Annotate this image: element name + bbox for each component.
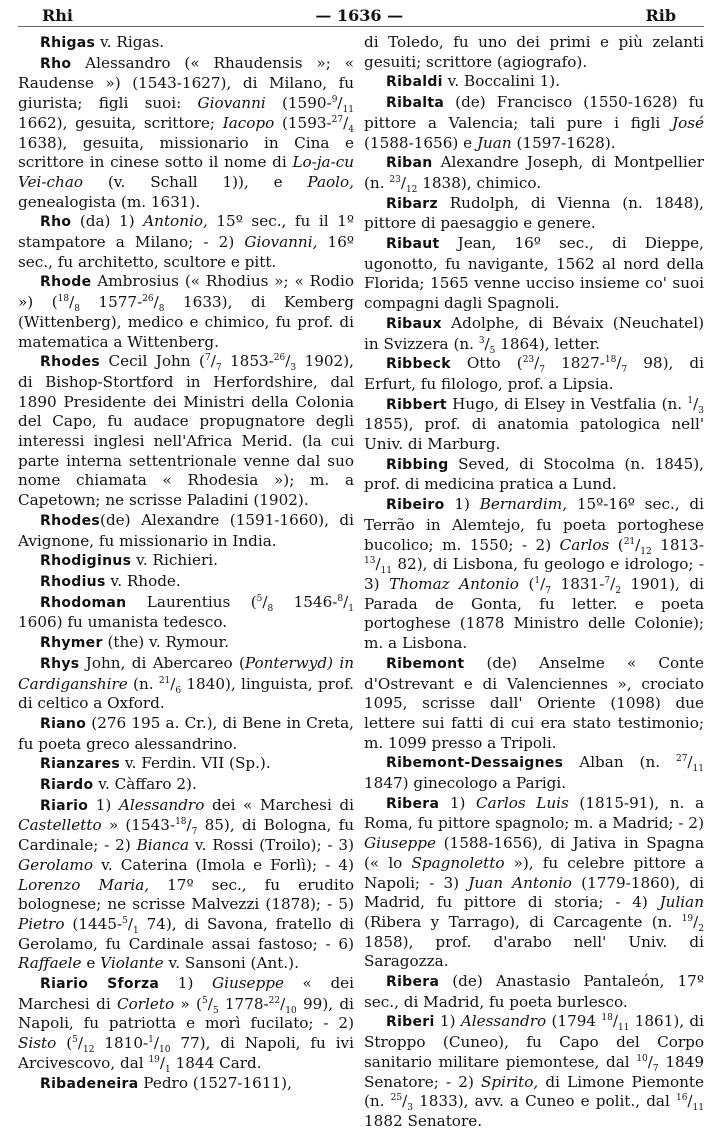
entry-italic-text: Spagnoletto [411, 853, 505, 872]
entry-text: Jean, 16º sec., di Dieppe, ugonotto, fu navigante, 1562 al nord della Florida; 1565 venne ucciso insieme co' suoi compagni dagli Spagnoli. [364, 234, 704, 313]
entry-headword: Riban [386, 155, 433, 172]
dictionary-entry [18, 272, 354, 352]
entry-text: / [647, 1052, 653, 1071]
date-subscript: 11 [692, 764, 704, 775]
date-subscript: 10 [158, 1045, 171, 1056]
dictionary-entry [18, 593, 354, 633]
entry-text: (1779-1860), di Madrid, fu pittore di storia; - 4) [364, 873, 705, 912]
entry-text: / [375, 555, 381, 574]
entry-text: 1638), gesuita, missionario in Cina e scrittore in cinese sotto il nome di [18, 133, 354, 172]
entry-text: 1838), chimico. [417, 173, 542, 192]
entry-text: Laurentius ( [126, 592, 257, 611]
entry-text: 1833), avv. a Cuneo e polit., dal [412, 1092, 676, 1111]
date-superscript: 19 [681, 913, 694, 924]
date-subscript: 1 [165, 1064, 171, 1075]
entry-text: di Limone Piemonte (n. [364, 1072, 704, 1111]
entry-text: (de) Alexandre (1591-1660), di Avignone, fu missionario in India. [18, 510, 354, 550]
entry-text: / [616, 354, 622, 373]
date-superscript: 7 [204, 353, 211, 364]
entry-text: / [127, 914, 134, 933]
entry-text: (v. Schall 1)), e [83, 172, 308, 191]
entry-text: 82), di Lisbona, fu geologo e idrologo; - 3) [364, 555, 704, 593]
dictionary-entry [18, 551, 354, 572]
date-superscript: 10 [636, 1053, 648, 1064]
entry-headword: Ribbeck [386, 356, 451, 373]
entry-text: 1844 Card. [170, 1053, 262, 1072]
date-subscript: 12 [405, 184, 418, 195]
entry-text: Rudolph, di Vienna (n. 1848), pittore di paesaggio e genere. [364, 193, 704, 233]
date-superscript: 23 [389, 174, 401, 185]
dictionary-entry [18, 572, 354, 593]
entry-headword: Ribera [386, 974, 440, 991]
dictionary-entry [364, 153, 704, 193]
entry-text: / [153, 1034, 159, 1053]
entry-text: Alessandro (« Rhaudensis »; « Raudense ») (1543-1627), di Milano, fu giurista; figli suoi: [18, 53, 354, 113]
dictionary-entry [364, 395, 704, 455]
entry-italic-text: Castelletto [18, 816, 102, 835]
entry-text: v. Rhode. [105, 571, 181, 590]
entry-italic-text: Corleto [117, 994, 175, 1013]
entry-text: / [186, 816, 192, 835]
entry-text: 1) [88, 795, 119, 814]
entry-text: Seved, di Stocolma (n. 1845), prof. di medicina pratica a Lund. [364, 454, 704, 494]
date-subscript: 8 [74, 304, 80, 315]
entry-text: (1815-91), n. a Roma, fu pittore spagnolo; m. a Madrid; - 2) [364, 793, 705, 833]
entry-text: 15º-16º sec., di Terrão in Alemtejo, fu poeta portoghese bucolico; m. 1550; - 2) [364, 495, 704, 554]
entry-italic-text: Giovanni, [244, 233, 318, 252]
date-superscript: 13 [364, 556, 376, 567]
entry-text: v. Sansoni (Ant.). [163, 954, 299, 973]
entry-text: John, di Abercareo ( [79, 653, 245, 672]
entry-italic-text: Giuseppe [364, 834, 436, 853]
date-superscript: 23 [522, 355, 535, 366]
entry-text: / [693, 394, 699, 413]
entry-text: di Toledo, fu uno dei primi e più zelanti gesuiti; scrittore (agiografo). [364, 33, 704, 71]
entry-text: / [280, 994, 286, 1013]
dictionary-entry [364, 972, 704, 1012]
entry-text: v. Richieri. [131, 551, 218, 570]
entry-italic-text: Bianca [136, 836, 190, 855]
entry-headword: Rhodes [40, 512, 101, 529]
entry-text: 1813- [651, 535, 704, 554]
date-subscript: 11 [692, 1103, 704, 1114]
entry-text: v. Caterina (Imola e Forlì); - 4) [92, 855, 354, 874]
dictionary-entry [364, 654, 704, 754]
entry-italic-text: Raffaele [18, 954, 82, 973]
entry-text: (da) 1) [71, 212, 144, 231]
entry-italic-text: Carlos Luis [476, 793, 569, 812]
dictionary-entry [18, 33, 354, 54]
date-superscript: 5 [201, 995, 208, 1006]
dictionary-entry [364, 794, 704, 972]
entry-text: genealogista (m. 1631). [18, 192, 201, 211]
date-superscript: 21 [623, 536, 636, 547]
date-subscript: 12 [83, 1045, 95, 1056]
entry-text: 1853- [221, 352, 274, 371]
entry-text: / [337, 94, 343, 113]
date-superscript: 1 [687, 395, 694, 406]
entry-italic-text: Violante [100, 954, 164, 973]
entry-text: 1840), linguista, prof. di celtico a Oxford. [18, 674, 354, 713]
date-subscript: 8 [158, 304, 165, 315]
entry-headword: Ribarz [386, 195, 438, 212]
entry-headword: Rhys [40, 655, 80, 672]
date-superscript: 18 [57, 294, 70, 305]
entry-text: (de) Anselme « Conte d'Ostrevant e di Valenciennes », crociato 1095, scrisse dall' Oriente (1098) due lettere sui fatti di cui era stato testimonio; m. 1099 presso a Tripoli. [364, 653, 704, 752]
entry-headword: Ribemont-Dessaignes [386, 755, 564, 772]
date-subscript: 12 [640, 546, 652, 557]
entry-text: 1) [439, 793, 476, 812]
date-subscript: 5 [212, 1005, 219, 1016]
entry-italic-text: Giuseppe [211, 974, 284, 993]
date-subscript: 7 [652, 1063, 659, 1074]
entry-text: / [534, 354, 540, 373]
entry-italic-text: Lorenzo Maria, [18, 875, 150, 894]
entry-text: Alexandre Joseph, di Montpellier (n. [364, 153, 704, 192]
date-subscript: 4 [348, 124, 354, 135]
entry-text: (1445- [64, 914, 123, 933]
entry-text: 1902), di Bishop-Stortford in Herfordshire, dal 1890 Presidente dei Ministri della Colonia del Capo, fu audace propugnatore degli interessi inglesi nell'Africa Merid. (la cui parte interna settentrionale venne dal suo nome chiamata « Rhodesia »); m. a Capetown; ne scrisse Paladini (1902). [18, 352, 354, 510]
entry-headword: Ribaux [386, 315, 442, 332]
dictionary-entry [18, 212, 354, 272]
entry-text: (1588-1656), di Jativa in Spagna (« lo [364, 834, 704, 872]
date-subscript: 10 [285, 1005, 297, 1016]
entry-text: 99), di Napoli, fu patriotta e morì fucilato; - 2) [18, 994, 354, 1033]
entry-headword: Riario Sforza [40, 976, 160, 993]
entry-text: / [484, 334, 490, 353]
entry-text: 1831- [551, 574, 605, 593]
dictionary-entry [18, 1074, 354, 1095]
entry-text: (1597-1628). [511, 133, 616, 152]
entry-text: 1882 Senatore. [364, 1111, 483, 1130]
entry-text: 15º sec., fu il 1º stampatore a Milano; - 2) [18, 212, 354, 252]
entry-italic-text: Carlos [559, 535, 610, 554]
date-subscript: 7 [191, 827, 198, 838]
entry-text: / [635, 535, 641, 554]
date-subscript: 1 [133, 925, 139, 936]
date-superscript: 8 [337, 593, 344, 604]
entry-text: e [81, 954, 101, 973]
entry-text: (1794 [546, 1012, 602, 1031]
date-subscript: 7 [539, 365, 546, 376]
dictionary-entry [18, 754, 354, 775]
date-subscript: 8 [267, 603, 274, 614]
entry-text: 1849 Senatore; - 2) [364, 1052, 704, 1091]
entry-headword: Ribaut [386, 236, 440, 253]
date-subscript: 3 [407, 1103, 413, 1114]
date-superscript: 18 [175, 817, 187, 828]
header-right-guide-word: Rib [645, 5, 676, 25]
entry-text: Cecil John ( [100, 352, 205, 371]
entry-text: 77), di Napoli, fu ivi Arcivescovo, dal [18, 1034, 354, 1072]
entry-text: « dei Marchesi di [18, 974, 355, 1013]
entry-headword: Rhodoman [40, 594, 127, 611]
entry-headword: Riano [40, 715, 87, 732]
entry-italic-text: Juan Antonio [468, 873, 572, 892]
date-superscript: 21 [158, 675, 171, 686]
dictionary-entry [364, 455, 704, 495]
entry-text: 98), di Erfurt, fu filologo, prof. a Lipsia. [364, 354, 704, 393]
entry-text: 1606) fu umanista tedesco. [18, 613, 228, 632]
entry-text: 1901), di Parada de Gonta, fu letter. e poeta portoghese (1878 Ministro delle Colonie); m. a Lisbona. [364, 574, 704, 653]
entry-headword: Riario [40, 797, 89, 814]
dictionary-entry [364, 753, 704, 793]
dictionary-entry [18, 633, 354, 654]
entry-text: » (1543- [101, 816, 176, 835]
entry-text: Alban (n. [563, 753, 676, 772]
entry-headword: Rhodius [40, 573, 106, 590]
dictionary-entry [364, 314, 704, 354]
date-subscript: 2 [698, 923, 704, 934]
dictionary-entry [364, 354, 704, 394]
date-subscript: 7 [215, 363, 222, 374]
entry-italic-text: Julian [659, 893, 704, 912]
date-superscript: 27 [331, 114, 344, 125]
entry-headword: Riardo [40, 777, 94, 794]
entry-text: 1) [159, 974, 212, 993]
entry-text: (de) Francisco (1550-1628) fu pittore a Valencia; tali pure i figli [364, 93, 704, 132]
dictionary-entry [18, 714, 354, 754]
entry-italic-text: Ponterwyd) in Cardiganshire [18, 653, 355, 693]
entry-headword: Rianzares [40, 756, 121, 773]
dictionary-entry [18, 54, 354, 213]
date-subscript: 11 [342, 105, 354, 116]
date-superscript: 5 [256, 593, 263, 604]
dictionary-entry [18, 796, 354, 974]
entry-text: (276 195 a. Cr.), di Bene in Creta, fu poeta greco alessandrino. [18, 713, 354, 753]
date-superscript: 18 [604, 355, 617, 366]
date-superscript: 26 [142, 294, 154, 305]
date-subscript: 3 [698, 405, 704, 416]
entry-text: / [687, 753, 693, 772]
dictionary-entry [364, 33, 704, 72]
entry-italic-text: Alessandro [460, 1012, 547, 1031]
entry-text: 1858), prof. d'arabo nell' Univ. di Saragozza. [364, 932, 704, 971]
entry-text: v. Rigas. [95, 33, 165, 51]
entry-italic-text: José [671, 113, 704, 132]
entry-text: Hugo, di Elsey in Vestfalia (n. [446, 394, 688, 413]
date-superscript: 5 [72, 1035, 78, 1046]
entry-text: dei « Marchesi di [204, 795, 354, 814]
entry-italic-text: Bernardim, [479, 495, 568, 514]
entry-text: ( [518, 574, 535, 593]
entry-headword: Rho [40, 55, 72, 72]
dictionary-entry [18, 775, 354, 796]
entry-text: »), fu celebre pittore a Napoli; - 3) [364, 853, 704, 892]
entry-italic-text: Lo-ja-cu Vei-chao [18, 153, 354, 191]
entry-text: / [153, 293, 159, 312]
date-superscript: 22 [268, 995, 281, 1006]
entry-italic-text: Giovanni [197, 94, 266, 113]
date-subscript: 1 [348, 603, 354, 614]
entry-text: 1778- [218, 994, 269, 1013]
entry-text: / [693, 912, 699, 931]
entry-headword: Rhymer [40, 635, 103, 652]
entry-headword: Ribaldi [386, 74, 443, 91]
entry-italic-text: Alessandro [118, 795, 205, 814]
dictionary-entry [364, 72, 704, 93]
date-superscript: 7 [604, 575, 611, 586]
entry-text: v. Boccalini 1). [442, 72, 561, 91]
entry-text: v. Càffaro 2). [93, 775, 197, 794]
date-subscript: 11 [617, 1023, 630, 1034]
entry-headword: Ribemont [386, 655, 465, 672]
entry-text: 16º sec., fu architetto, scultore e pitt. [18, 233, 354, 271]
entry-text: (de) Anastasio Pantaleón, 17º sec., di Madrid, fu poeta burlesco. [364, 972, 704, 1011]
date-superscript: 27 [675, 754, 688, 765]
dictionary-entry [364, 93, 704, 153]
entry-text: v. Rossi (Troilo); - 3) [189, 836, 354, 855]
entry-headword: Rhodes [40, 354, 101, 371]
dictionary-entry [18, 511, 354, 551]
date-subscript: 2 [615, 586, 621, 597]
entry-text: (n. [127, 674, 159, 693]
entry-text: ( [56, 1034, 73, 1053]
date-superscript: 3 [478, 335, 485, 346]
entry-headword: Rhigas [40, 35, 96, 51]
entry-text: 1847) ginecologo a Parigi. [364, 774, 567, 793]
entry-italic-text: Gerolamo [18, 855, 93, 874]
entry-italic-text: Juan [476, 133, 512, 152]
entry-italic-text: Iacopo [222, 113, 275, 132]
entry-text: 1855), prof. di anatomia patologica nell' Univ. di Marburg. [364, 415, 704, 454]
entry-text: (Ribera y Tarrago), di Carcagente (n. [364, 912, 682, 931]
entry-text: 1546- [273, 592, 338, 611]
entry-italic-text: Sisto [18, 1034, 57, 1053]
entry-text: / [402, 1092, 408, 1111]
entry-text: 1633), di Kemberg (Wittenberg), medico e chimico, fu prof. di matematica a Wittenberg. [18, 293, 354, 351]
entry-text: / [400, 173, 406, 192]
entry-headword: Rhodiginus [40, 553, 132, 570]
two-column-body [18, 33, 704, 1132]
entry-text: 1) [444, 495, 480, 514]
entry-italic-text: Paolo, [307, 172, 354, 191]
entry-headword: Ribbert [386, 396, 447, 413]
dictionary-entry [364, 495, 704, 654]
date-subscript: 11 [380, 566, 393, 577]
entry-text: / [210, 352, 216, 371]
date-subscript: 5 [489, 345, 496, 356]
entry-text: 85), di Bologna, fu Cardinale; - 2) [18, 816, 354, 855]
entry-italic-text: Spirito, [481, 1072, 539, 1091]
date-superscript: 26 [273, 353, 286, 364]
entry-text: » ( [174, 994, 202, 1013]
header-left-guide-word: Rhi [42, 5, 74, 25]
date-superscript: 25 [390, 1093, 403, 1104]
entry-text: Otto ( [450, 354, 523, 373]
entry-headword: Riberi [386, 1014, 435, 1031]
dictionary-entry [18, 352, 354, 511]
dictionary-entry [364, 234, 704, 314]
entry-text: Adolphe, di Bévaix (Neuchatel) in Svizzera (n. [364, 313, 704, 353]
date-subscript: 3 [290, 363, 297, 374]
entry-text: / [612, 1012, 618, 1031]
entry-headword: Ribbing [386, 456, 449, 473]
entry-text: / [159, 1053, 166, 1072]
entry-text: / [69, 293, 75, 312]
dictionary-entry [18, 974, 354, 1074]
entry-text: 74), di Savona, fratello di Gerolamo, fu Cardinale assai fastoso; - 6) [18, 914, 355, 953]
date-superscript: 1 [148, 1035, 154, 1046]
entry-text: Ambrosius (« Rhodius »; « Rodio ») ( [18, 272, 354, 312]
entry-italic-text: Pietro [18, 914, 65, 933]
entry-text: / [540, 574, 546, 593]
date-superscript: 19 [148, 1054, 160, 1065]
date-superscript: 18 [601, 1013, 613, 1024]
right-column [364, 33, 704, 1132]
entry-text: Pedro (1527-1611), [138, 1073, 292, 1092]
entry-text: / [343, 592, 349, 611]
entry-text: / [207, 994, 213, 1013]
entry-text: 17º sec., fu erudito bolognese; ne scrisse Malvezzi (1878); - 5) [18, 875, 354, 914]
entry-text: (the) v. Rymour. [102, 633, 229, 652]
entry-headword: Ribadeneira [40, 1075, 139, 1092]
entry-headword: Ribalta [386, 95, 445, 112]
date-superscript: 9 [331, 95, 338, 106]
entry-text: 1) [434, 1012, 461, 1031]
entry-text: / [285, 352, 291, 371]
entry-text: 1810- [94, 1034, 149, 1053]
page-number: — 1636 — [315, 5, 404, 25]
entry-text: / [610, 574, 616, 593]
entry-headword: Ribera [386, 795, 440, 812]
entry-text: 1827- [545, 354, 605, 373]
date-subscript: 7 [545, 586, 552, 597]
entry-italic-text: Antonio, [143, 212, 208, 231]
dictionary-entry [18, 654, 354, 714]
entry-text: / [170, 674, 176, 693]
left-column [18, 33, 354, 1132]
entry-headword: Rhode [40, 274, 92, 291]
entry-text: ( [609, 535, 624, 554]
entry-text: / [687, 1092, 693, 1111]
entry-text: 1864), letter. [495, 334, 600, 353]
entry-headword: Rho [40, 214, 72, 231]
entry-text: (1590- [265, 94, 332, 113]
entry-headword: Ribeiro [386, 497, 445, 514]
dictionary-entry [364, 194, 704, 234]
date-subscript: 6 [175, 685, 182, 696]
entry-text: / [343, 113, 349, 132]
entry-text: 1662), gesuita, scrittore; [18, 113, 223, 132]
entry-text: v. Ferdin. VII (Sp.). [120, 754, 271, 773]
date-superscript: 1 [534, 575, 541, 586]
entry-text: 1861), di Stroppo (Cuneo), fu Capo del Corpo sanitario militare piemontese, dal [364, 1012, 704, 1071]
dictionary-entry [364, 1012, 704, 1131]
entry-italic-text: Thomaz Antonio [389, 574, 519, 593]
page-header [18, 4, 704, 27]
date-subscript: 7 [621, 365, 628, 376]
entry-text: / [262, 592, 268, 611]
date-superscript: 16 [675, 1093, 688, 1104]
date-superscript: 5 [122, 915, 128, 926]
entry-text: 1577- [79, 293, 143, 312]
entry-text: / [77, 1034, 83, 1053]
entry-text: (1593- [274, 113, 332, 132]
entry-text: (1588-1656) e [364, 133, 477, 152]
